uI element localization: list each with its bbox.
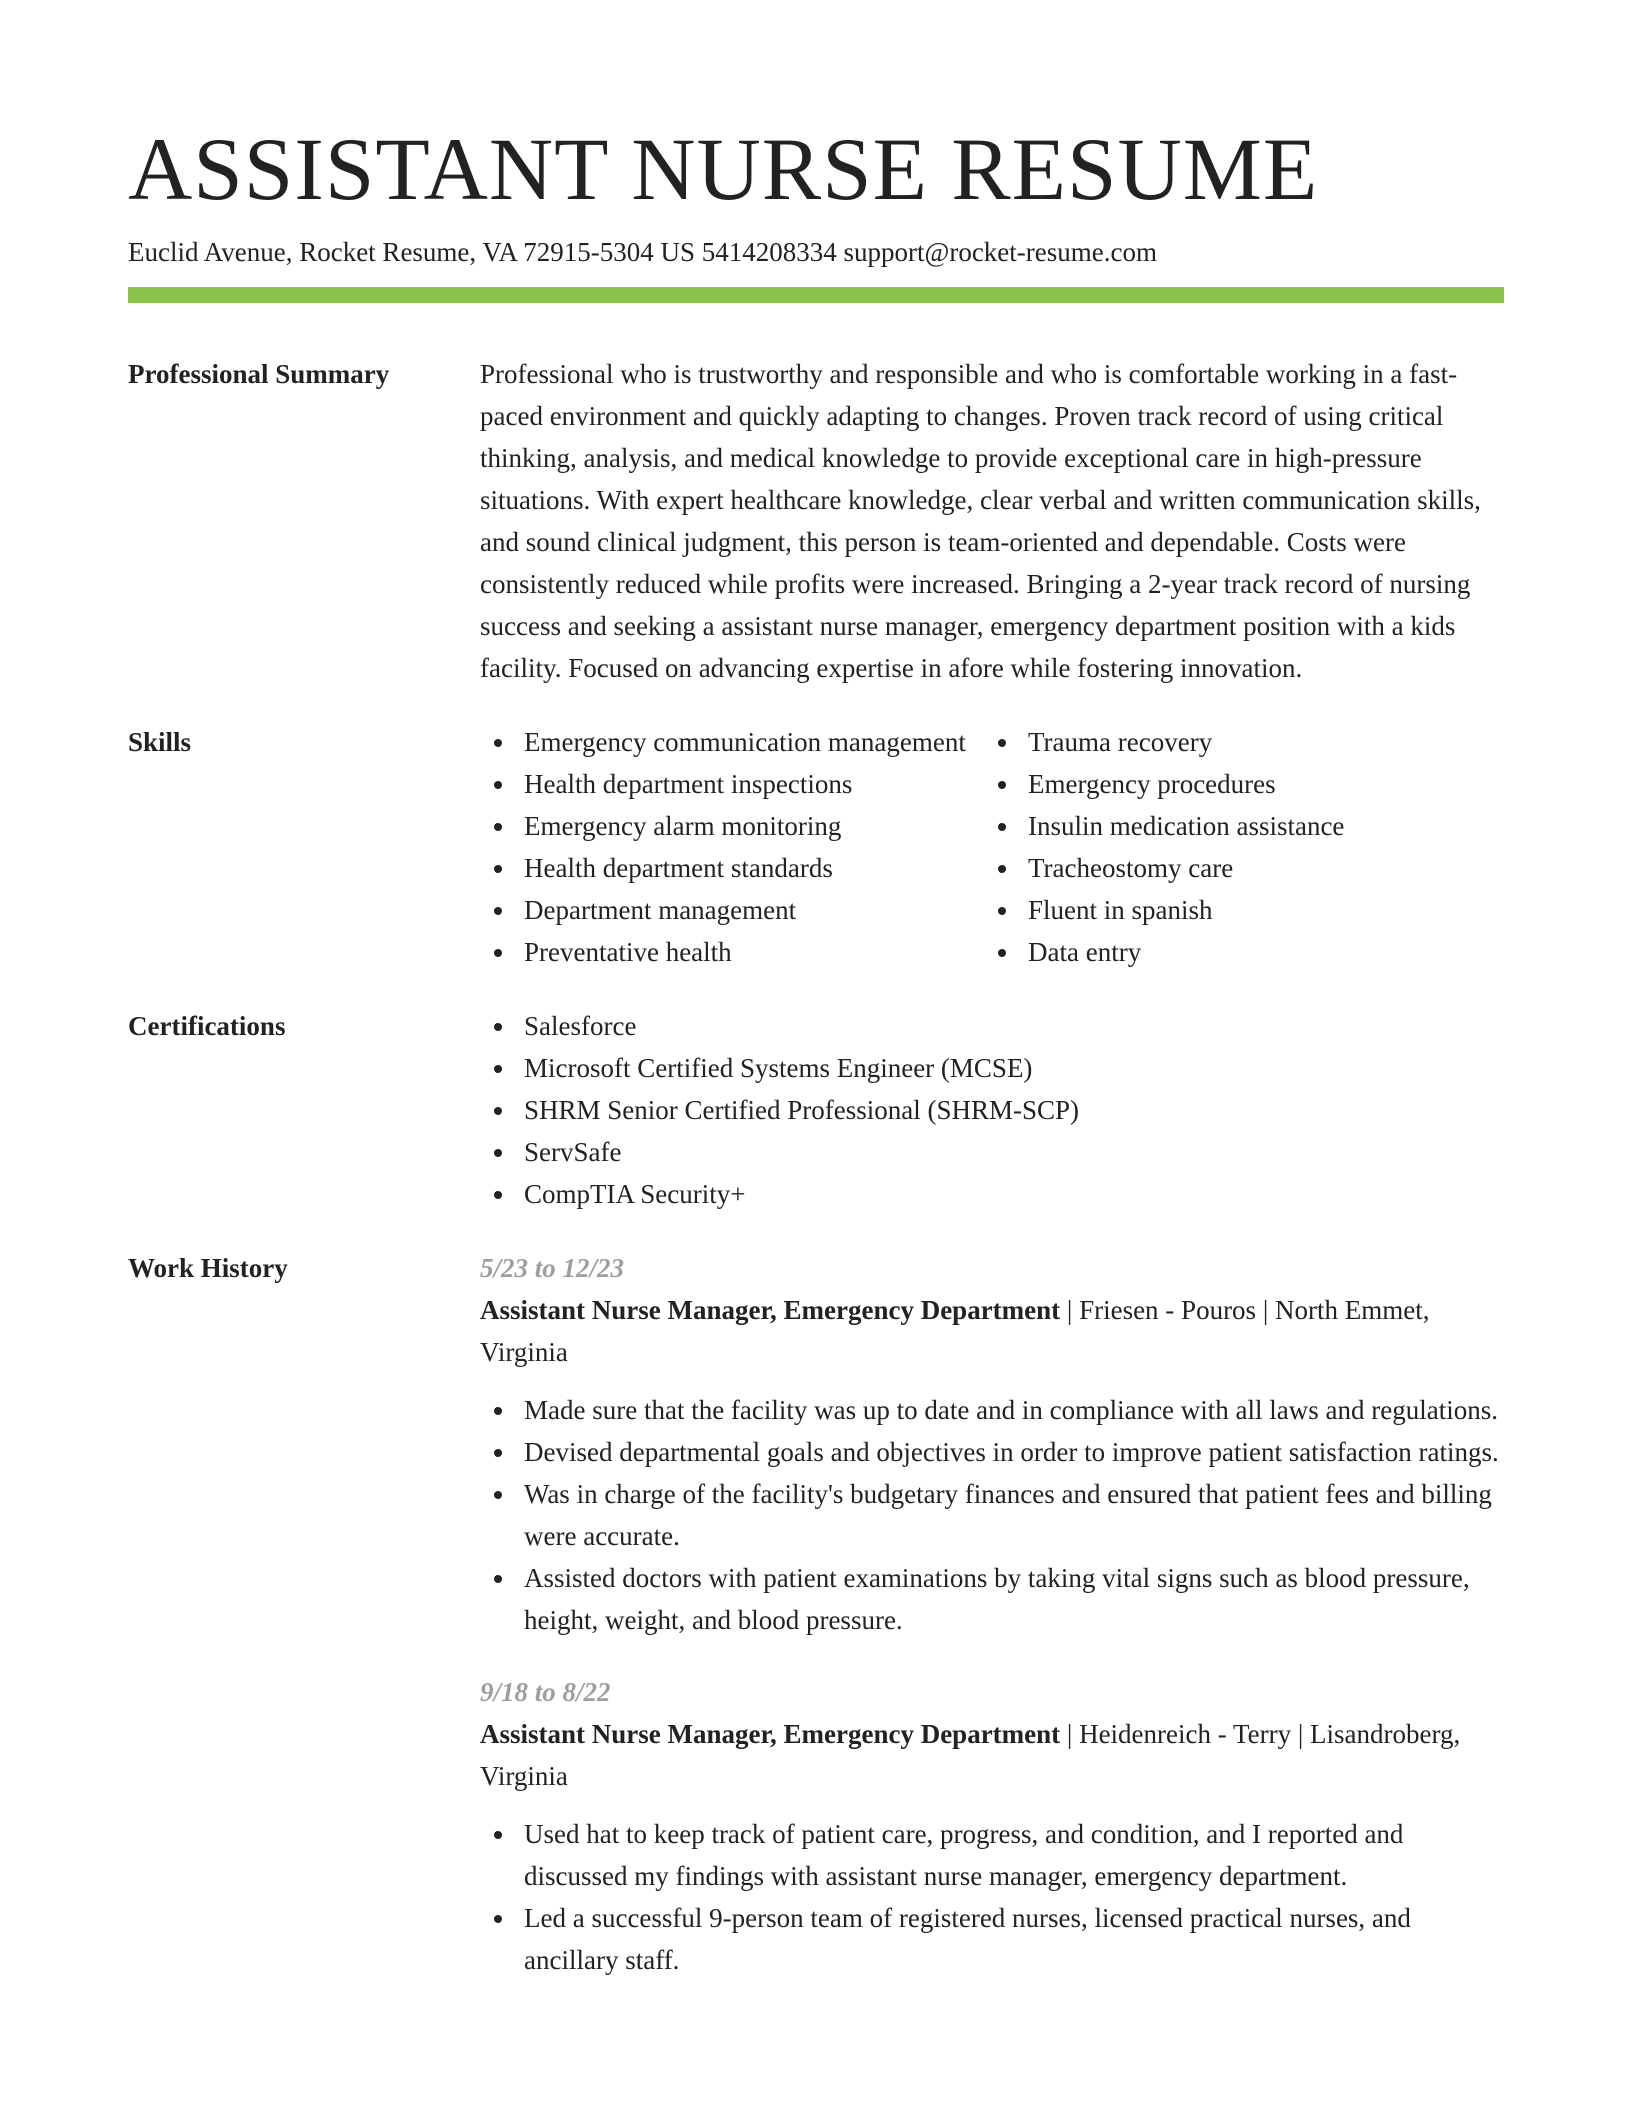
contact-email[interactable]: support@rocket-resume.com — [843, 237, 1157, 267]
job-duty-item: Assisted doctors with patient examinations by taking vital signs such as blood pressure, height, weight, and blood pressure. — [480, 1557, 1504, 1641]
job-dates: 5/23 to 12/23 — [480, 1253, 625, 1283]
certification-item: CompTIA Security+ — [480, 1173, 1504, 1215]
job-dates: 9/18 to 8/22 — [480, 1677, 611, 1707]
work-history-list — [480, 1247, 1504, 1981]
job-duty-item: Used hat to keep track of patient care, progress, and condition, and I reported and discussed my findings with assistant nurse manager, emergency department. — [480, 1813, 1504, 1897]
skills-heading: Skills — [128, 727, 192, 757]
skills-list — [480, 721, 1504, 973]
skill-item: Preventative health — [480, 931, 984, 973]
skill-item: Department management — [480, 889, 984, 931]
job-duty-item: Made sure that the facility was up to date and in compliance with all laws and regulations. — [480, 1389, 1504, 1431]
resume-page — [128, 0, 1504, 1981]
certification-item: ServSafe — [480, 1131, 1504, 1173]
job-header — [480, 1289, 1504, 1373]
skill-item: Emergency alarm monitoring — [480, 805, 984, 847]
skill-item: Trauma recovery — [984, 721, 1488, 763]
work-history-section — [128, 1247, 1504, 1981]
skill-item: Health department inspections — [480, 763, 984, 805]
skill-item: Tracheostomy care — [984, 847, 1488, 889]
job-duties — [480, 1813, 1504, 1981]
job-employer-location: | Friesen - Pouros | North Emmet, Virginia — [480, 1295, 1430, 1367]
certifications-list — [480, 1005, 1504, 1215]
certification-item: Salesforce — [480, 1005, 1504, 1047]
summary-text: Professional who is trustworthy and responsible and who is comfortable working in a fast-paced environment and quickly adapting to changes. Proven track record of using critical thinking, analysis, and medical knowledge to provide exceptional care in high-pressure situations. With expert healthcare knowledge, clear verbal and written communication skills, and sound clinical judgment, this person is team-oriented and dependable. Costs were consistently reduced while profits were increased. Bringing a 2-year track record of nursing success and seeking a assistant nurse manager, emergency department position with a kids facility. Focused on advancing expertise in afore while fostering innovation. — [480, 359, 1481, 683]
job-title: Assistant Nurse Manager, Emergency Department — [480, 1295, 1061, 1325]
job-employer-location: | Heidenreich - Terry | Lisandroberg, Virginia — [480, 1719, 1461, 1791]
job-entry — [480, 1671, 1504, 1981]
certification-item: SHRM Senior Certified Professional (SHRM-SCP) — [480, 1089, 1504, 1131]
skill-item: Emergency communication management — [480, 721, 984, 763]
skill-item: Data entry — [984, 931, 1488, 973]
skill-item: Health department standards — [480, 847, 984, 889]
job-duty-item: Devised departmental goals and objectives in order to improve patient satisfaction ratings. — [480, 1431, 1504, 1473]
skill-item: Insulin medication assistance — [984, 805, 1488, 847]
job-entry — [480, 1247, 1504, 1641]
job-duty-item: Was in charge of the facility's budgetary finances and ensured that patient fees and billing were accurate. — [480, 1473, 1504, 1557]
summary-heading: Professional Summary — [128, 359, 390, 389]
skill-item: Fluent in spanish — [984, 889, 1488, 931]
resume-title: ASSISTANT NURSE RESUME — [128, 121, 1319, 219]
contact-line — [128, 234, 1504, 270]
contact-phone: 5414208334 — [701, 237, 837, 267]
skills-column-left — [480, 721, 984, 973]
skills-column-right — [984, 721, 1488, 973]
skill-item: Emergency procedures — [984, 763, 1488, 805]
certifications-section — [128, 1005, 1504, 1215]
work-history-heading: Work History — [128, 1253, 288, 1283]
job-duty-item: Led a successful 9-person team of registered nurses, licensed practical nurses, and ancillary staff. — [480, 1897, 1504, 1981]
job-duties — [480, 1389, 1504, 1641]
header-divider — [128, 287, 1504, 303]
skills-section — [128, 721, 1504, 973]
contact-address: Euclid Avenue, Rocket Resume, VA 72915-5304 US — [128, 237, 695, 267]
certifications-heading: Certifications — [128, 1011, 286, 1041]
summary-section — [128, 353, 1504, 689]
job-header — [480, 1713, 1504, 1797]
job-title: Assistant Nurse Manager, Emergency Department — [480, 1719, 1061, 1749]
certification-item: Microsoft Certified Systems Engineer (MCSE) — [480, 1047, 1504, 1089]
